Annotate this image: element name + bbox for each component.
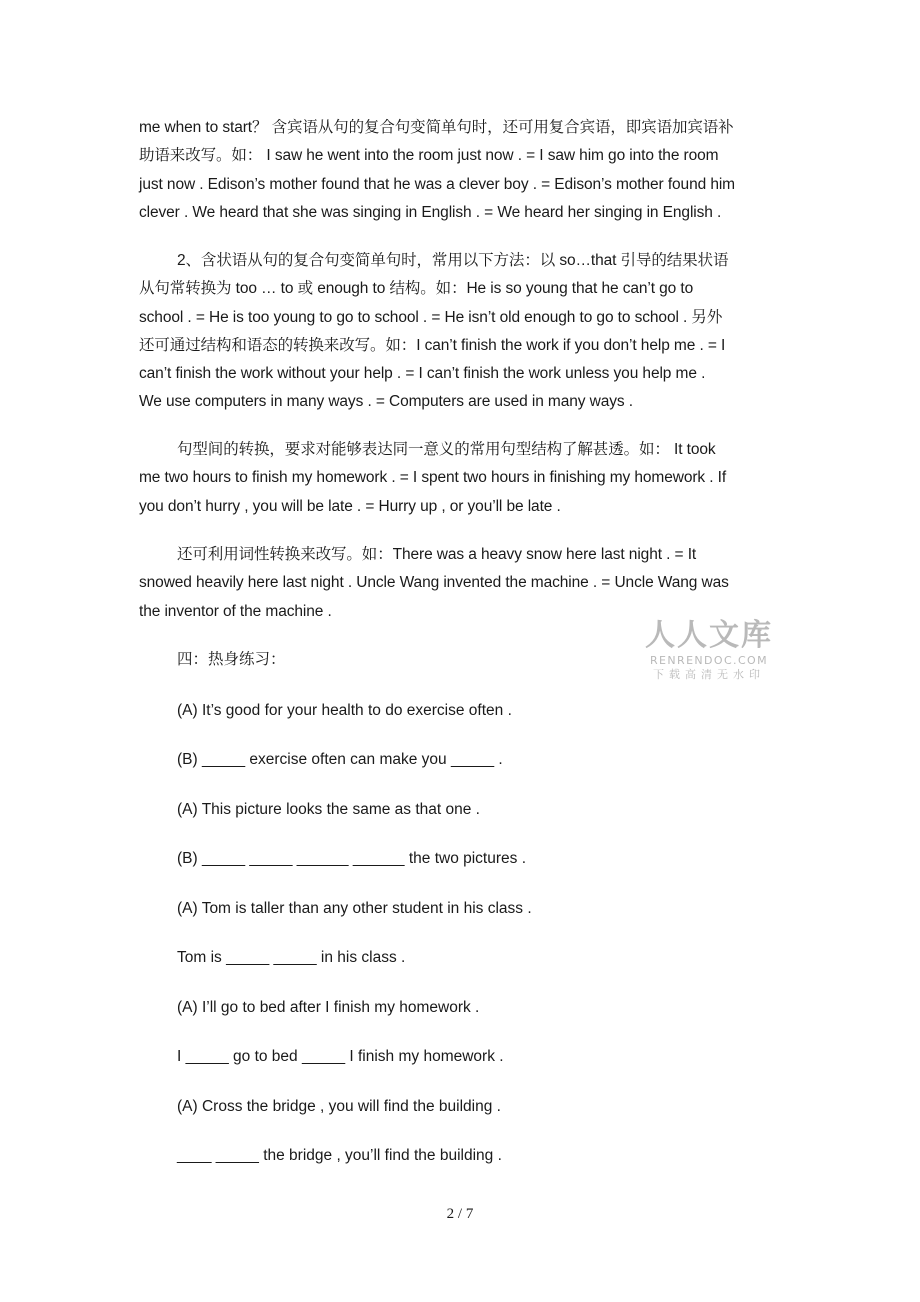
exercise-item: (A) I’ll go to bed after I finish my homework .: [177, 999, 480, 1016]
exercise-item: (A) It’s good for your health to do exercise often .: [177, 702, 512, 719]
paragraph-sentence-patterns: [139, 436, 787, 521]
watermark-title: 人人文库: [645, 618, 773, 653]
exercise-heading: 四：热身练习：: [177, 651, 286, 668]
exercise-item: (A) This picture looks the same as that one .: [177, 801, 480, 818]
exercise-item: (A) Tom is taller than any other student in his class .: [177, 900, 532, 917]
text-line: 还可利用词性转换来改写。如：There was a heavy snow here last night . = It: [177, 546, 697, 563]
text-line: 助语来改写。如： I saw he went into the room just now . = I saw him go into the room: [139, 147, 719, 165]
watermark-url: RENRENDOC.COM: [650, 654, 768, 667]
paragraph-part-of-speech: [139, 541, 787, 626]
text-line: just now . Edison’s mother found that he was a clever boy . = Edison’s mother found him: [139, 175, 735, 193]
exercise-item: ____ _____ the bridge , you’ll find the building .: [177, 1147, 502, 1164]
text-line: 2、含状语从句的复合句变简单句时，常用以下方法：以 so…that 引导的结果状语: [177, 252, 729, 269]
text-line: you don’t hurry , you will be late . = Hurry up , or you’ll be late .: [139, 497, 561, 515]
text-line: 还可通过结构和语态的转换来改写。如：I can’t finish the work if you don’t help me . = I: [139, 336, 726, 354]
exercise-item: (B) _____ _____ ______ ______ the two pictures .: [177, 850, 527, 867]
exercise-item: (B) _____ exercise often can make you _____ .: [177, 751, 503, 768]
text-line: 从句常转换为 too … to 或 enough to 结构。如：He is so young that he can’t go to: [139, 280, 694, 298]
exercise-item: I _____ go to bed _____ I finish my homework .: [177, 1048, 504, 1065]
paragraph-adverbial-clause: [139, 247, 787, 417]
page-number: 2 / 7: [446, 1206, 474, 1222]
text-line: We use computers in many ways . = Computers are used in many ways .: [139, 393, 633, 411]
exercise-item: (A) Cross the bridge , you will find the building .: [177, 1098, 501, 1115]
watermark-logo: [644, 618, 774, 682]
watermark-subtitle: 下载高清无水印: [653, 668, 765, 681]
text-line: me when to start？ 含宾语从句的复合句变简单句时，还可用复合宾语，即宾语加宾语补: [139, 119, 734, 136]
text-line: school . = He is too young to go to school . = He isn’t old enough to go to school . 另外: [139, 308, 723, 326]
text-line: clever . We heard that she was singing in English . = We heard her singing in English .: [139, 203, 722, 221]
text-line: me two hours to finish my homework . = I spent two hours in finishing my homework . If: [139, 469, 727, 487]
exercise-item: Tom is _____ _____ in his class .: [177, 949, 406, 966]
text-line: can’t finish the work without your help . = I can’t finish the work unless you help me .: [139, 365, 706, 383]
paragraph-object-clause: [139, 114, 787, 227]
text-line: snowed heavily here last night . Uncle Wang invented the machine . = Uncle Wang was: [139, 574, 729, 592]
text-line: 句型间的转换，要求对能够表达同一意义的常用句型结构了解甚透。如： It took: [177, 441, 716, 458]
text-line: the inventor of the machine .: [139, 602, 332, 620]
